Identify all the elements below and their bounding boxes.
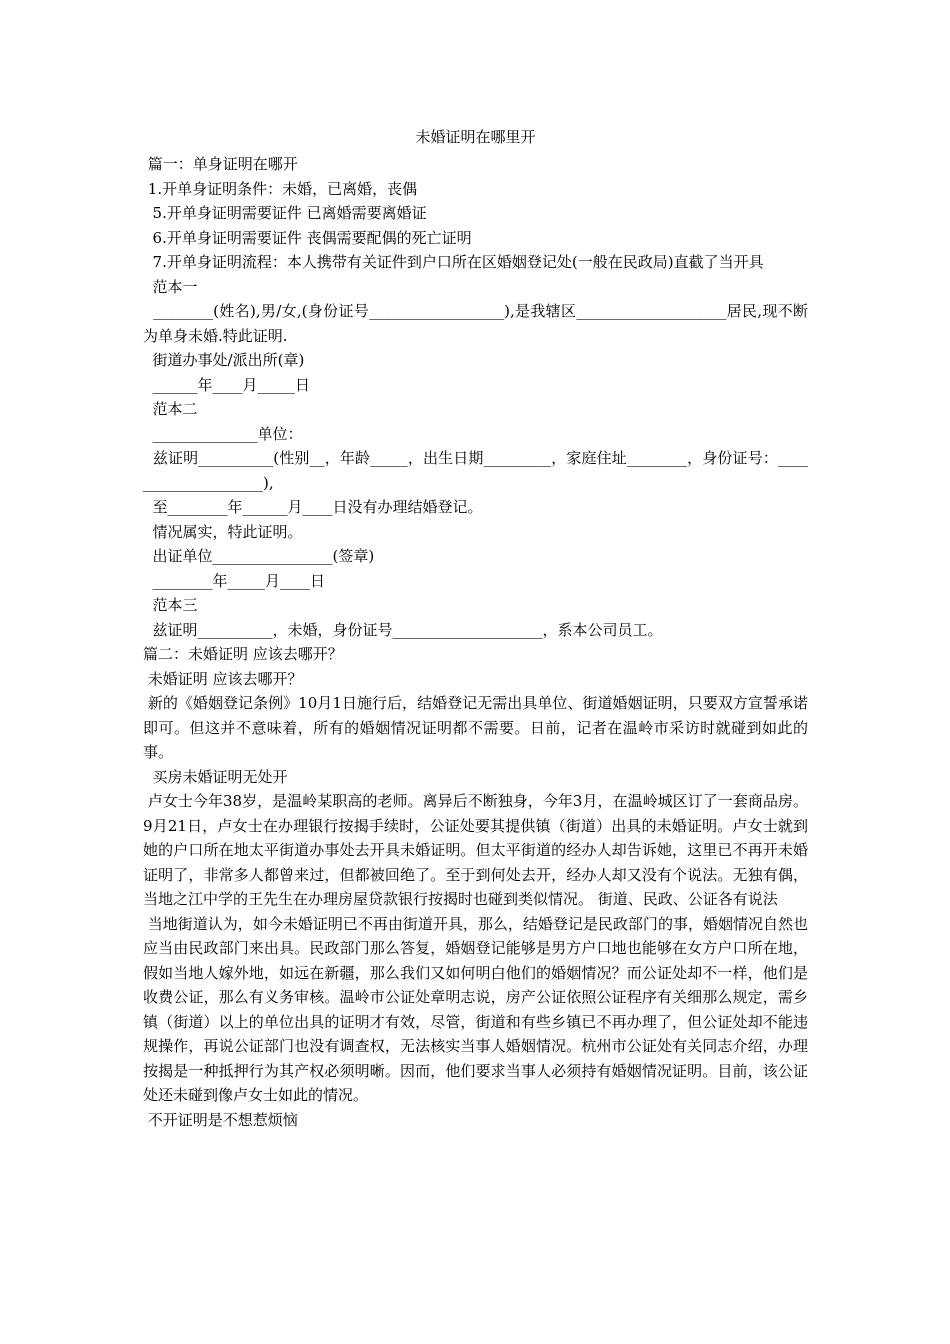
document-title: 未婚证明在哪里开 bbox=[415, 128, 536, 146]
paragraph: 新的《婚姻登记条例》10月1日施行后，结婚登记无需出具单位、街道婚姻证明，只要双方宣誓承诺即可。但这并不意味着，所有的婚姻情况证明都不需要。日前，记者在温岭市采访时就碰到如此的事。 bbox=[143, 694, 808, 761]
paragraph: 6.开单身证明需要证件 丧偶需要配偶的死亡证明 bbox=[143, 228, 472, 247]
document-body bbox=[143, 152, 808, 1132]
subheading: 买房未婚证明无处开 bbox=[143, 767, 288, 786]
paragraph: 范本二 bbox=[143, 400, 198, 418]
paragraph: 5.开单身证明需要证件 已离婚需要离婚证 bbox=[143, 204, 427, 222]
paragraph: 范本三 bbox=[143, 596, 198, 614]
paragraph: 卢女士今年38岁，是温岭某职高的老师。离异后不断独身，今年3月，在温岭城区订了一套商品房。9月21日，卢女士在办理银行按揭手续时，公证处要其提供镇（街道）出具的未婚证明。卢女士就到她的户口所在地太平街道办事处去开具未婚证明。但太平街道的经办人却告诉她，这里已不再开未婚证明了，非常多人都曾来过，但都被回绝了。至于到何处去开，经办人却又没有个说法。无独有偶，当地之江中学的王先生在办理房屋贷款银行按揭时也碰到类似情况。 街道、民政、公证各有说法 bbox=[143, 792, 808, 908]
paragraph: 未婚证明 应该去哪开？ bbox=[143, 669, 303, 688]
paragraph: 兹证明__________(性别__，年龄_____，出生日期_________，家庭住址________，身份证号：____________________), bbox=[143, 449, 808, 492]
document-page bbox=[143, 128, 808, 1132]
paragraph: ________(姓名),男/女,(身份证号__________________),是我辖区____________________居民,现不断为单身未婚.特此证明. bbox=[143, 302, 808, 345]
paragraph: ______年____月_____日 bbox=[143, 375, 311, 394]
paragraph: 当地街道认为，如今未婚证明已不再由街道开具，那么，结婚登记是民政部门的事，婚姻情况自然也应当由民政部门来出具。民政部门那么答复，婚姻登记能够是男方户口地也能够在女方户口所在地，假如当地人嫁外地，如远在新疆，那么我们又如何明白他们的婚姻情况？而公证处却不一样，他们是收费公证，那么有义务审核。温岭市公证处章明志说，房产公证依照公证程序有关细那么规定，需乡镇（街道）以上的单位出具的证明才有效，尽管，街道和有些乡镇已不再办理了，但公证处却不能违规操作，再说公证部门也没有调查权，无法核实当事人婚姻情况。杭州市公证处有关同志介绍，办理按揭是一种抵押行为其产权必须明晰。因而，他们要求当事人必须持有婚姻情况证明。目前，该公证处还未碰到像卢女士如此的情况。 bbox=[143, 914, 808, 1104]
paragraph: ________年_____月____日 bbox=[143, 571, 326, 590]
paragraph: 范本一 bbox=[143, 277, 198, 296]
paragraph: 7.开单身证明流程：本人携带有关证件到户口所在区婚姻登记处(一般在民政局)直截了当开具 bbox=[143, 253, 764, 271]
paragraph: 街道办事处/派出所(章) bbox=[143, 351, 305, 369]
paragraph: 篇一：单身证明在哪开 bbox=[143, 155, 298, 173]
paragraph: 情况属实，特此证明。 bbox=[143, 522, 303, 541]
paragraph: 1.开单身证明条件：未婚，已离婚，丧偶 bbox=[143, 179, 418, 198]
paragraph: 出证单位________________(签章) bbox=[143, 547, 375, 565]
section-heading: 篇二：未婚证明 应该去哪开？ bbox=[143, 645, 343, 663]
paragraph: ______________单位： bbox=[143, 424, 303, 443]
paragraph: 兹证明__________，未婚，身份证号____________________，系本公司员工。 bbox=[143, 620, 663, 639]
subheading: 不开证明是不想惹烦恼 bbox=[143, 1110, 298, 1129]
paragraph: 至________年______月____日没有办理结婚登记。 bbox=[143, 498, 483, 516]
